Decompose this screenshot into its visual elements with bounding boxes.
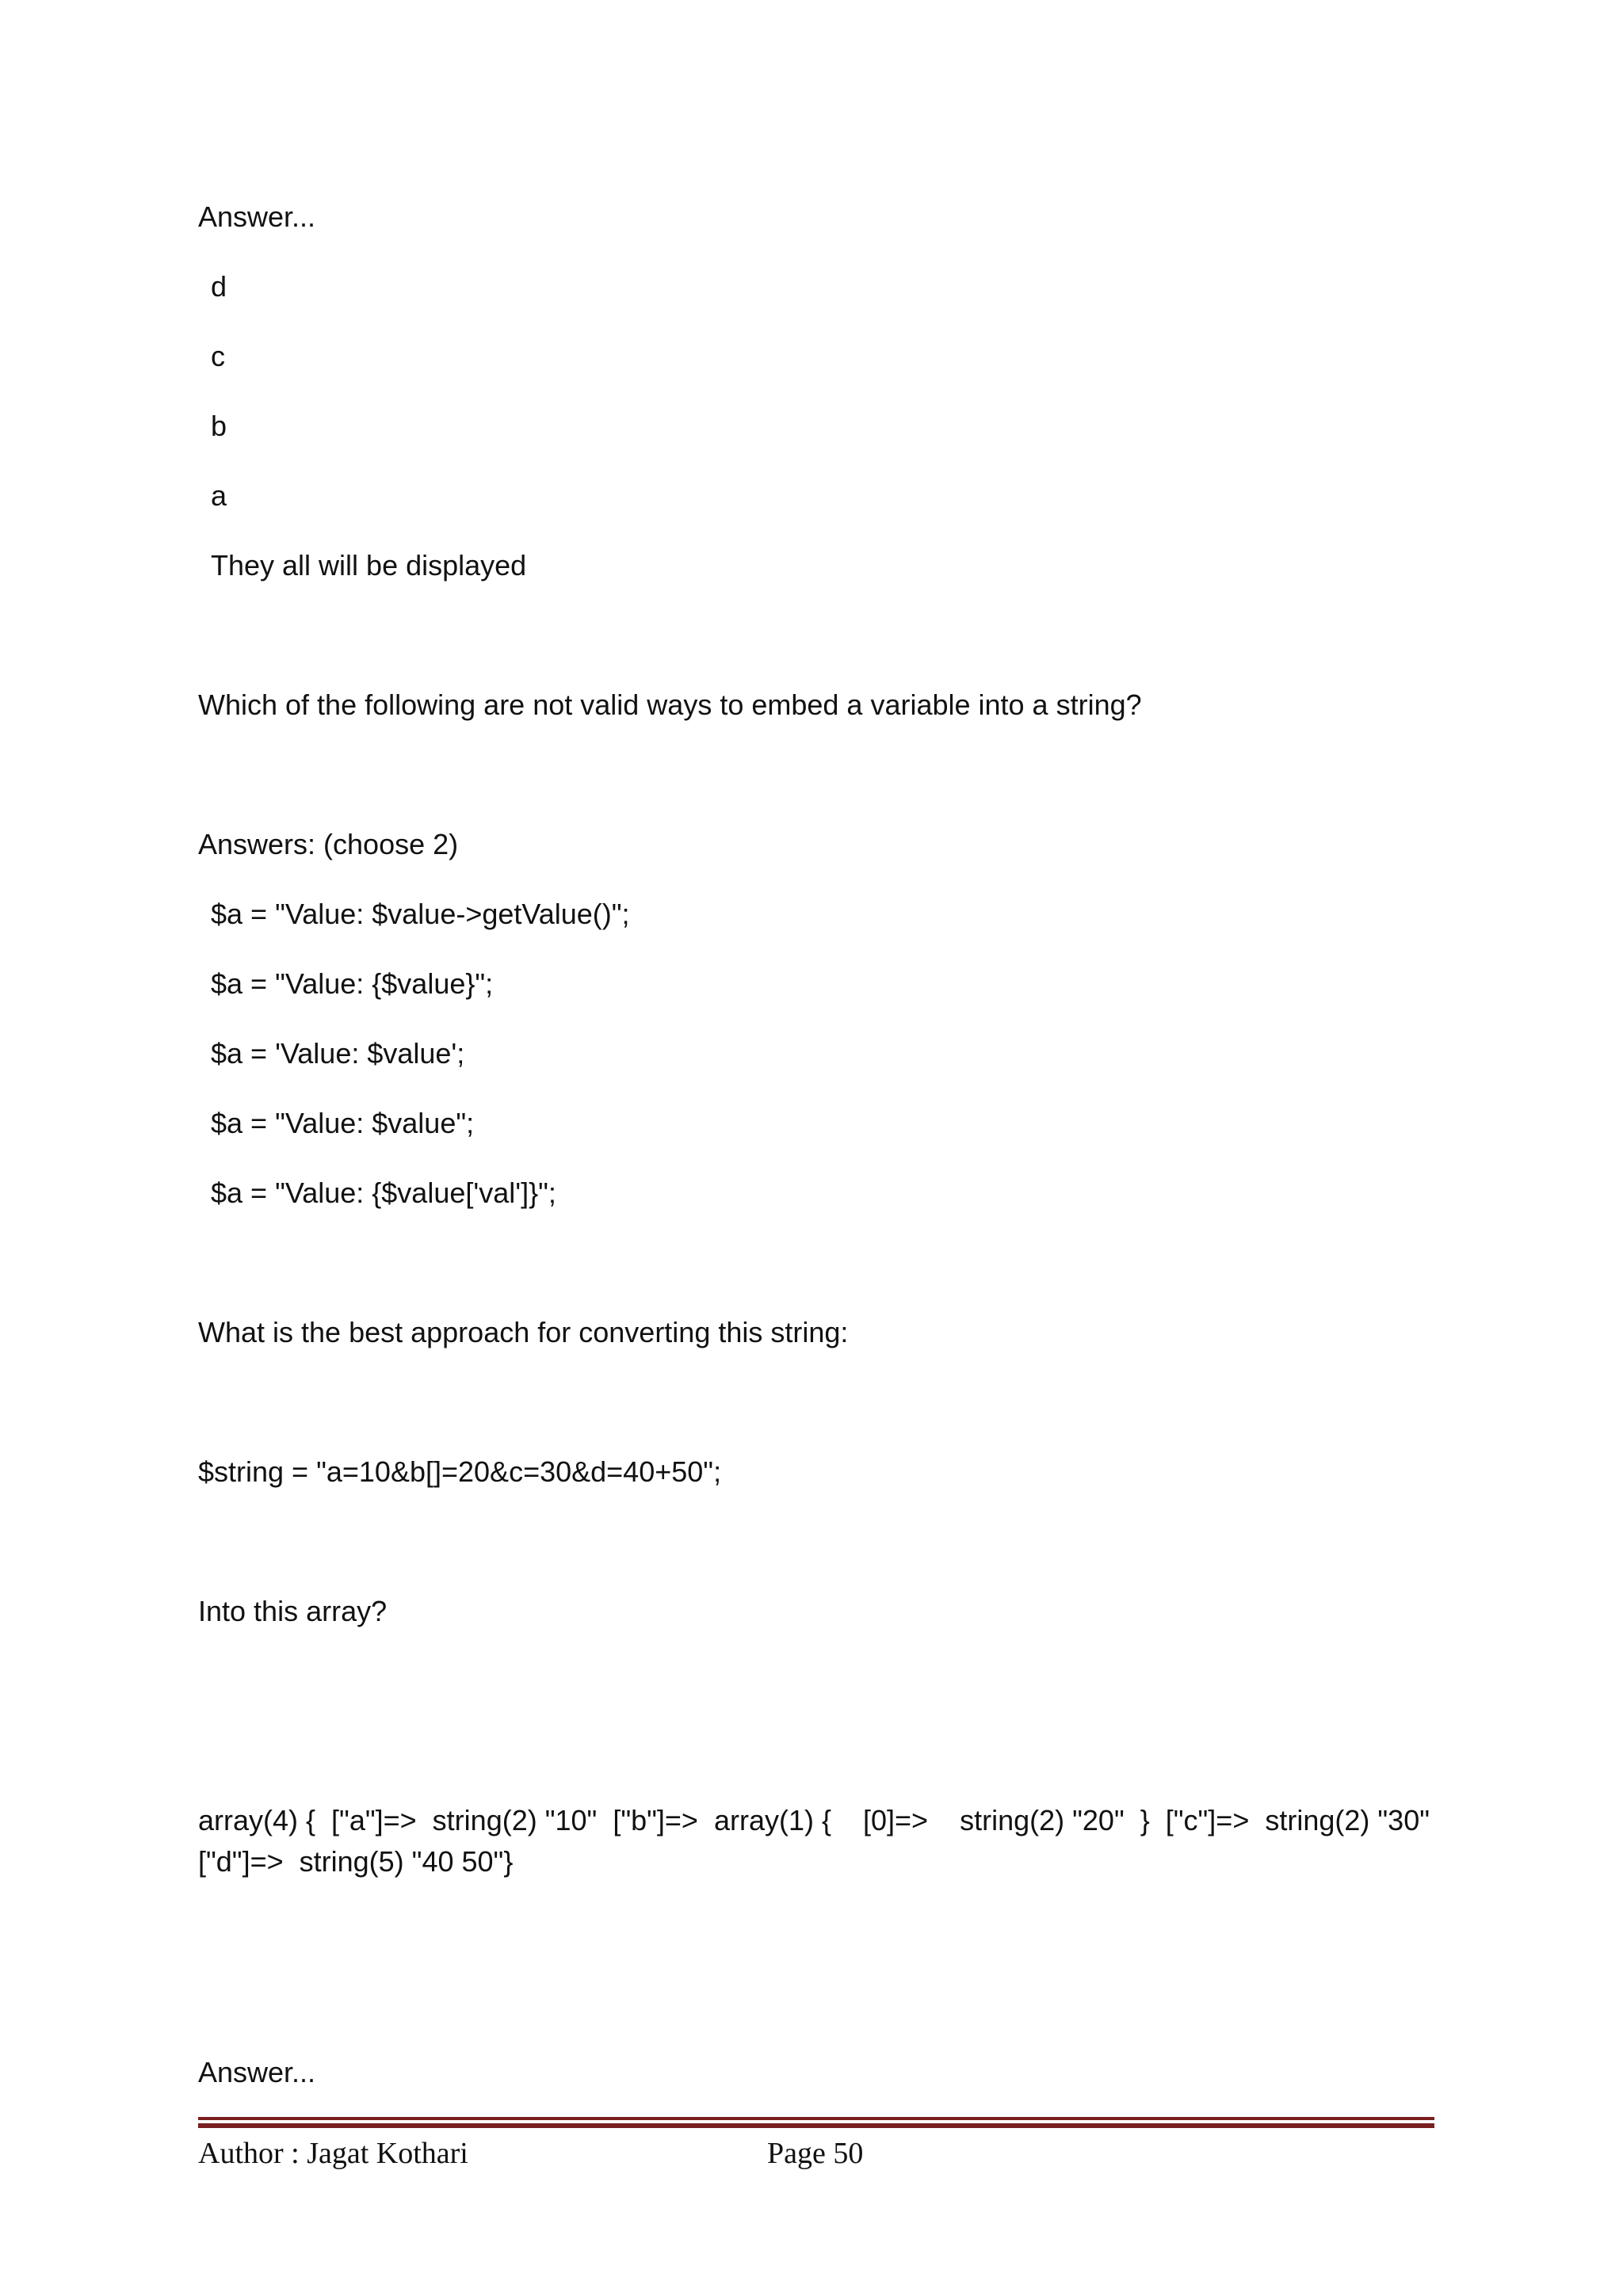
- footer-page-number: Page 50: [767, 2137, 864, 2170]
- code-string: $string = "a=10&b[]=20&c=30&d=40+50";: [198, 1455, 722, 1488]
- answer-option-c: c: [211, 340, 225, 372]
- footer-rule-thick: [198, 2123, 1434, 2128]
- answer-label: Answer...: [198, 200, 316, 233]
- answer-option-all: They all will be displayed: [211, 549, 527, 582]
- array-output: array(4) { ["a"]=> string(2) "10" ["b"]=> array(1) { [0]=> string(2) "20" } ["c"]=> string(2) "30" ["d"]=> string(5) "40 50"}: [198, 1804, 1446, 1878]
- answer-option-b: b: [211, 410, 227, 442]
- question-convert-string: What is the best approach for converting this string:: [198, 1316, 849, 1348]
- footer-author: Author : Jagat Kothari: [198, 2137, 468, 2170]
- answer-option-d: d: [211, 270, 227, 303]
- answer-option-a: a: [211, 479, 227, 512]
- answer-label-bottom: Answer...: [198, 2056, 316, 2088]
- into-array-label: Into this array?: [198, 1595, 388, 1627]
- footer-rule-thin: [198, 2117, 1434, 2120]
- answer-option-5: $a = "Value: {$value['val']}";: [211, 1177, 556, 1209]
- answer-option-3: $a = 'Value: $value';: [211, 1037, 465, 1070]
- answer-option-2: $a = "Value: {$value}";: [211, 967, 494, 1000]
- question-embed-variable: Which of the following are not valid ways to embed a variable into a string?: [198, 688, 1142, 721]
- answer-option-4: $a = "Value: $value";: [211, 1107, 475, 1139]
- answer-option-1: $a = "Value: $value->getValue()";: [211, 898, 630, 930]
- answers-choose-label: Answers: (choose 2): [198, 828, 459, 860]
